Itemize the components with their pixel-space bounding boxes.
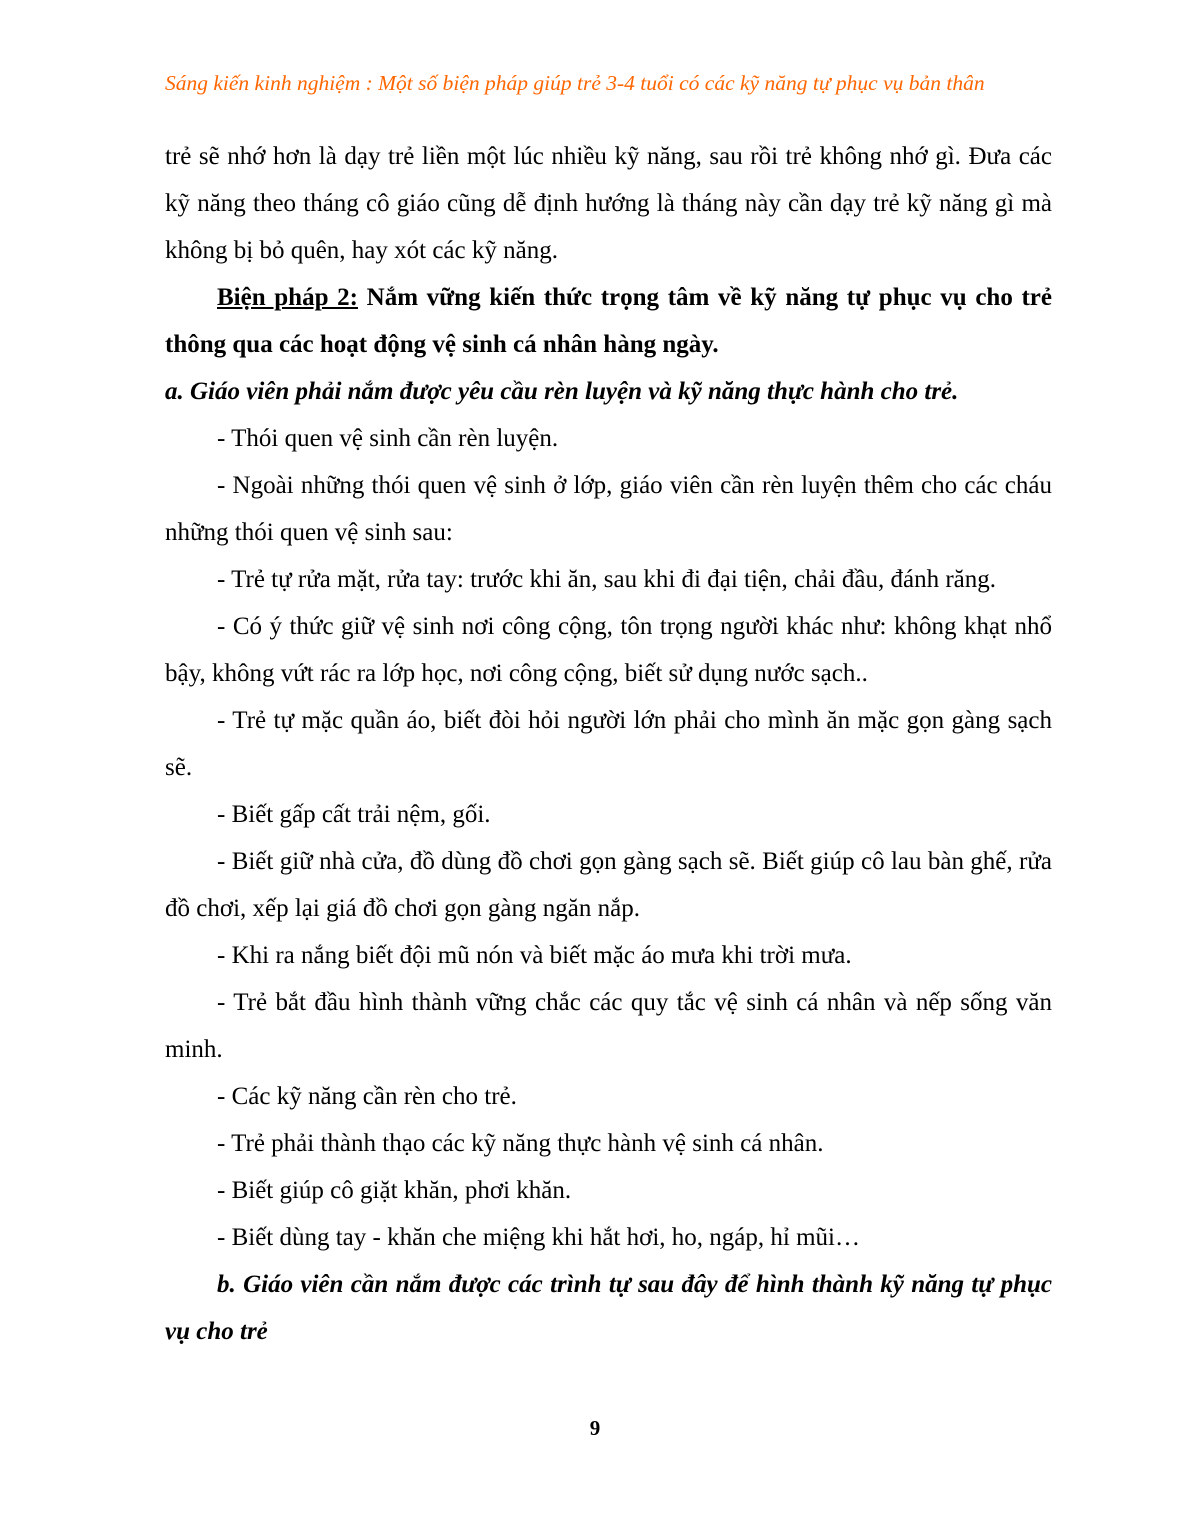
list-item: - Trẻ tự mặc quần áo, biết đòi hỏi người lớn phải cho mình ăn mặc gọn gàng sạch sẽ. (165, 707, 1052, 781)
document-header: Sáng kiến kinh nghiệm : Một số biện pháp giúp trẻ 3-4 tuổi có các kỹ năng tự phục vụ bản thân (165, 71, 985, 95)
list-item: - Thói quen vệ sinh cần rèn luyện. (217, 425, 559, 452)
list-item: - Khi ra nắng biết đội mũ nón và biết mặc áo mưa khi trời mưa. (217, 942, 852, 969)
section-a-heading: a. Giáo viên phải nắm được yêu cầu rèn luyện và kỹ năng thực hành cho trẻ. (165, 378, 959, 405)
list-item: - Biết dùng tay - khăn che miệng khi hắt hơi, ho, ngáp, hỉ mũi… (217, 1224, 860, 1251)
list-item: - Biết giữ nhà cửa, đồ dùng đồ chơi gọn gàng sạch sẽ. Biết giúp cô lau bàn ghế, rửa đồ chơi, xếp lại giá đồ chơi gọn gàng ngăn nắp. (165, 848, 1052, 922)
list-item: - Ngoài những thói quen vệ sinh ở lớp, giáo viên cần rèn luyện thêm cho các cháu những thói quen vệ sinh sau: (165, 472, 1052, 546)
list-item: - Có ý thức giữ vệ sinh nơi công cộng, tôn trọng người khác như: không khạt nhổ bậy, không vứt rác ra lớp học, nơi công cộng, biết sử dụng nước sạch.. (165, 613, 1052, 687)
measure-2-label: Biện pháp 2: (217, 284, 358, 311)
section-b-heading: b. Giáo viên cần nắm được các trình tự sau đây để hình thành kỹ năng tự phục vụ cho trẻ (165, 1271, 1052, 1345)
document-body (165, 133, 1052, 1355)
list-item: - Trẻ bắt đầu hình thành vững chắc các quy tắc vệ sinh cá nhân và nếp sống văn minh. (165, 989, 1052, 1063)
measure-2-text: Nắm vững kiến thức trọng tâm về kỹ năng tự phục vụ cho trẻ thông qua các hoạt động vệ sinh cá nhân hàng ngày. (165, 284, 1052, 358)
list-item: - Biết gấp cất trải nệm, gối. (217, 801, 491, 828)
measure-2-heading (165, 274, 1052, 368)
list-item: - Các kỹ năng cần rèn cho trẻ. (217, 1083, 517, 1110)
page-number: 9 (589, 1416, 601, 1440)
list-item: - Biết giúp cô giặt khăn, phơi khăn. (217, 1177, 572, 1204)
list-item: - Trẻ tự rửa mặt, rửa tay: trước khi ăn, sau khi đi đại tiện, chải đầu, đánh răng. (217, 566, 997, 593)
paragraph-continuation: trẻ sẽ nhớ hơn là dạy trẻ liền một lúc nhiều kỹ năng, sau rồi trẻ không nhớ gì. Đưa các kỹ năng theo tháng cô giáo cũng dễ định hướng là tháng này cần dạy trẻ kỹ năng gì mà không bị bỏ quên, hay xót các kỹ năng. (165, 143, 1052, 264)
list-item: - Trẻ phải thành thạo các kỹ năng thực hành vệ sinh cá nhân. (217, 1130, 824, 1157)
